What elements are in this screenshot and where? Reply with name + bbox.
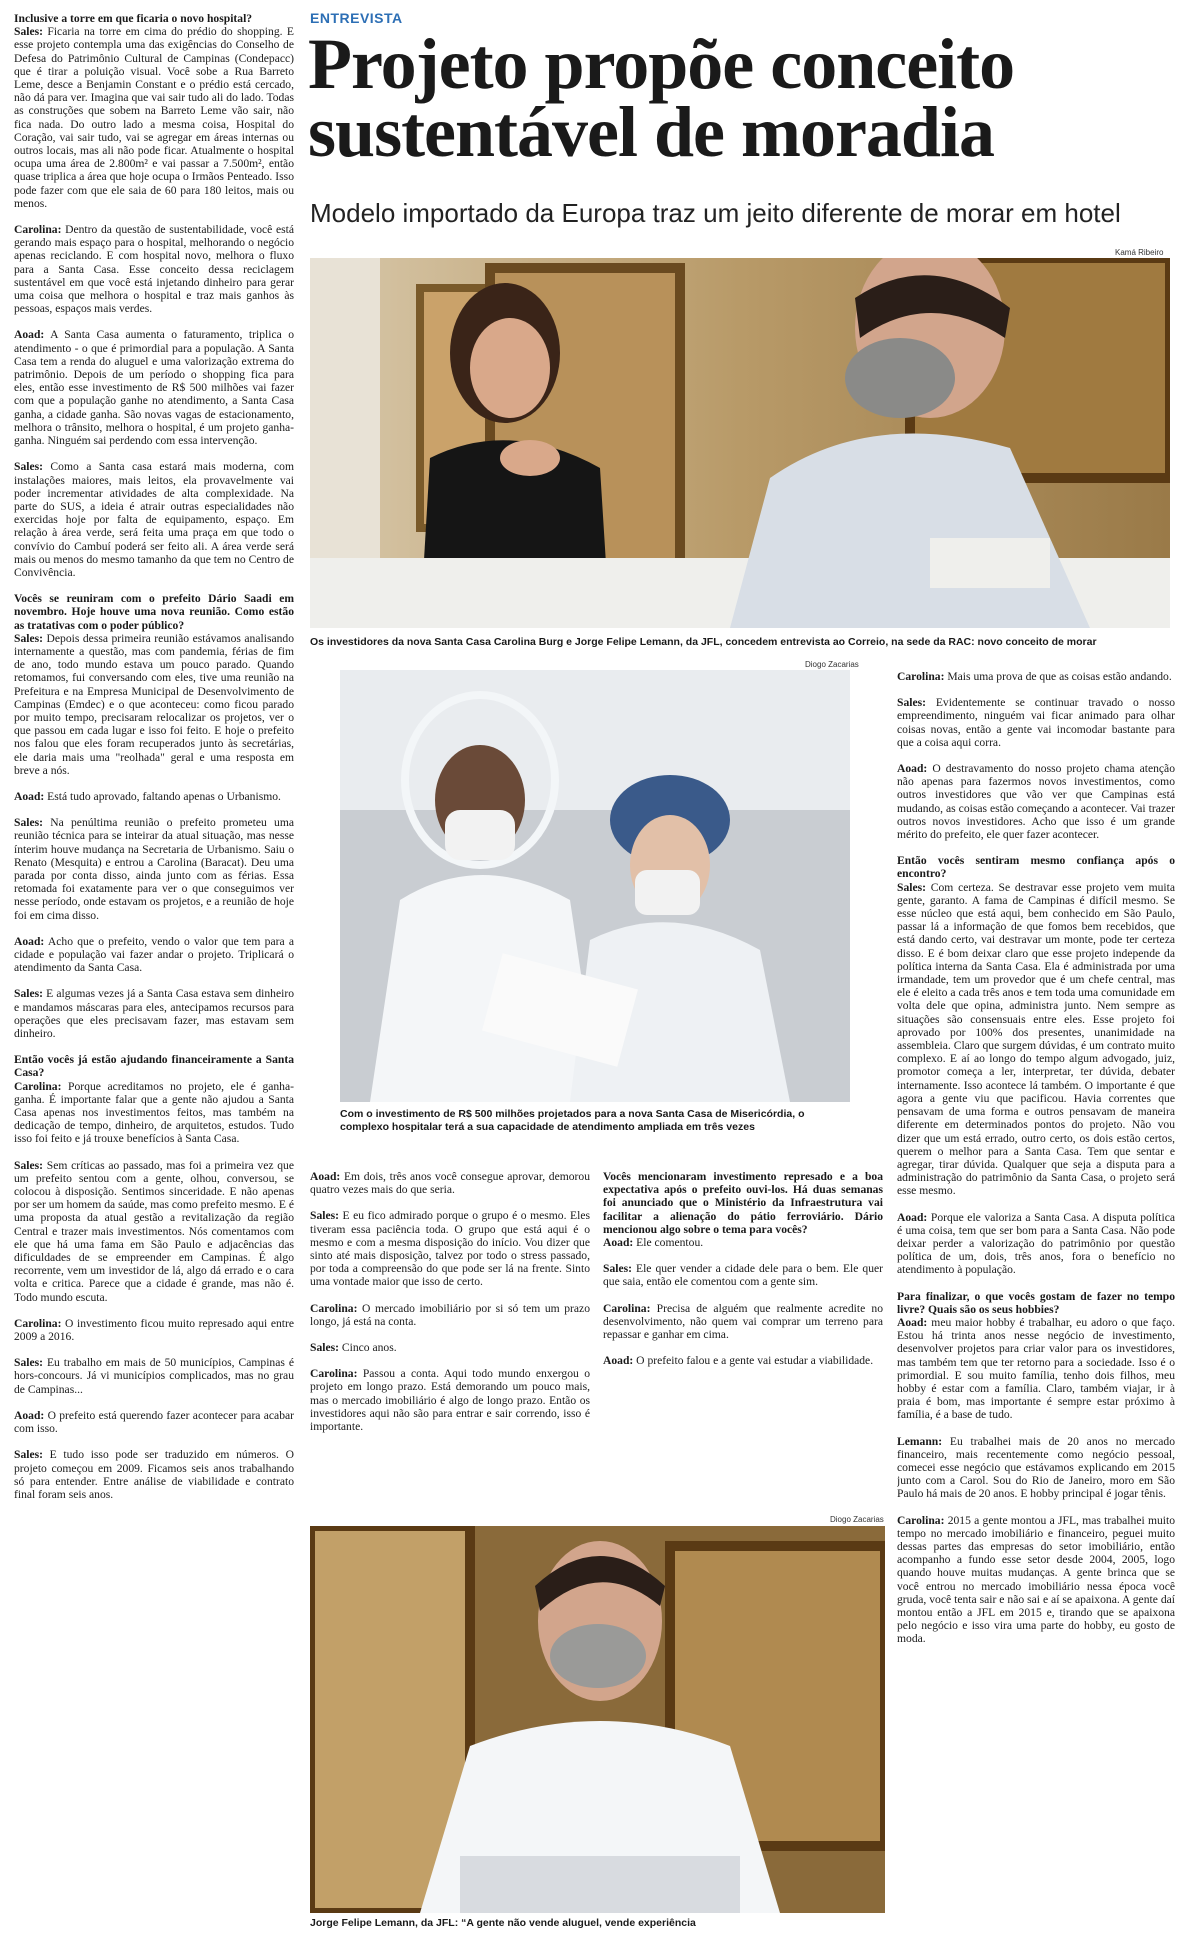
speaker-name: Sales:	[14, 816, 43, 830]
interview-answer	[14, 1356, 294, 1396]
answer-text: Mais uma prova de que as coisas estão andando.	[944, 670, 1172, 683]
interview-answer	[897, 1316, 1175, 1422]
answer-text: Está tudo aprovado, faltando apenas o Urbanismo.	[44, 789, 281, 803]
speaker-name: Carolina:	[14, 1316, 62, 1330]
speaker-name: Sales:	[897, 880, 926, 894]
interview-question: Para finalizar, o que vocês gostam de fazer no tempo livre? Quais são os seus hobbies?	[897, 1289, 1175, 1316]
speaker-name: Carolina:	[310, 1367, 358, 1381]
answer-text: E tudo isso pode ser traduzido em números. O projeto começou em 2009. Ficamos seis anos trabalhando só para entender. Entre análise de viabilidade e contrato final foram seis anos.	[14, 1448, 294, 1501]
speaker-name: Sales:	[603, 1262, 632, 1276]
interview-answer	[14, 1080, 294, 1146]
answer-text: E eu fico admirado porque o grupo é o mesmo. Eles tiveram essa paciência toda. O grupo que está aqui é o mesmo e com a mesma disposição do início. Vou dizer que sinto até mais disposição, talvez por todo o stress passado, por toda a compreensão do que pode ser lá na frente. Sinto uma vontade maior que isso de certo.	[310, 1209, 590, 1289]
answer-text: Ficaria na torre em cima do prédio do shopping. E esse projeto contempla uma das exigências do Conselho de Defesa do Patrimônio Cultural de Campinas (Condepacc) que é tirar a poluição visual. Você sobe a Rua Barreto Leme, desce a Benjamin Constant e o prédio está cercado, não dá para ver. Imagina que vai sair tudo ali do lado. Todas as construções que sobem na Barreto Leme vão sair, não fica nada. Do outro lado a mesma coisa, Hospital do Coração, vai sair tudo, vai se agregar em áreas internas ou outros locais, mas ali não pode ficar. Atualmente o hospital ocupa uma área de 2.800m² e vai passar a 7.500m², então quase triplica a área que hoje ocupa o Irmãos Penteado. Isso pode fazer com que ele saia de 60 para 180 leitos, mais ou menos.	[14, 25, 294, 210]
interview-answer	[14, 935, 294, 975]
interview-answer	[897, 1211, 1175, 1277]
portrait-photo	[310, 1526, 885, 1913]
speaker-name: Sales:	[14, 631, 43, 645]
speaker-name: Carolina:	[897, 670, 945, 683]
speaker-name: Aoad:	[310, 1170, 341, 1183]
interview-question: Vocês mencionaram investimento represado e a boa expectativa após o prefeito ouvi-los. Há duas semanas foi anunciado que o Ministério da Infraestrutura vai facilitar a alienação do pátio ferroviário. Dário mencionou algo sobre o tema para vocês?	[603, 1170, 883, 1236]
headline: Projeto propõe conceito sustentável de moradia	[308, 24, 1015, 172]
interview-question: Então vocês sentiram mesmo confiança após o encontro?	[897, 854, 1175, 881]
portrait-illustration	[310, 1526, 885, 1913]
health-photo	[340, 670, 850, 1102]
answer-text: Sem críticas ao passado, mas foi a primeira vez que um prefeito sentou com a gente, olhou, conversou, se colocou à disposição. Sentimos sinceridade. E não apenas por ser um homem da saúde, mas como prefeito mesmo. E é uma proposta da atual gestão a revitalização da região Central e trazer mais investimentos. Nós comentamos com ele que há uma fama em São Paulo e adjacências das dificuldades de se empreender em Campinas. É algo recorrente, vem um investidor de lá, algo dá errado e o cara volta e critica. Parece que a cidade é grande, mas não é. Todo mundo escuta.	[14, 1158, 294, 1304]
speaker-name: Aoad:	[14, 1408, 45, 1422]
interview-answer	[14, 1317, 294, 1343]
interview-answer	[14, 1159, 294, 1304]
speaker-name: Sales:	[14, 987, 43, 1001]
speaker-name: Aoad:	[14, 789, 45, 803]
answer-text: meu maior hobby é trabalhar, eu adoro o que faço. Estou há trinta anos nesse negócio de investimento, desenvolver projetos para criar valor para os investidores, mas também tem que ter retorno para a sociedade. Isso é o primordial. E sou muito família, tenho dois filhos, meu hobby é estar com a família. Claro, também viajar, ir à praia é bom, mas importante é sempre estar próximo à família, é a base de tudo.	[897, 1315, 1175, 1422]
interview-answer	[14, 790, 294, 803]
main-photo	[310, 258, 1170, 628]
speaker-name: Carolina:	[603, 1301, 651, 1315]
section-tag: ENTREVISTA	[310, 10, 403, 26]
interview-answer	[14, 328, 294, 447]
answer-text: O destravamento do nosso projeto chama atenção não apenas para fazermos novos investimentos, como outros investidores que vão ver que Campinas está mudando, as coisas estão começando a acontecer. Vai trazer outros novos investidores. Acho que isso é um grande mérito do prefeito, ele quer fazer acontecer.	[897, 762, 1175, 842]
interview-answer	[603, 1354, 883, 1367]
interview-photo-illustration	[310, 258, 1170, 628]
main-photo-caption: Os investidores da nova Santa Casa Carolina Burg e Jorge Felipe Lemann, da JFL, concedem entrevista ao Correio, na sede da RAC: novo conceito de morar	[310, 636, 1097, 648]
answer-text: O prefeito falou e a gente vai estudar a viabilidade.	[633, 1354, 874, 1368]
answer-text: Evidentemente se continuar travado o nosso empreendimento, ninguém vai ficar animado para olhar coisas novas, então a gente vai incomodar bastante para que a coisa aqui corra.	[897, 696, 1175, 749]
main-photo-credit: Kamá Ribeiro	[1115, 248, 1164, 257]
speaker-name: Sales:	[14, 1448, 43, 1462]
interview-answer	[310, 1302, 590, 1328]
speaker-name: Sales:	[897, 696, 926, 710]
speaker-name: Aoad:	[897, 1315, 928, 1329]
speaker-name: Aoad:	[603, 1236, 634, 1250]
interview-answer	[14, 1448, 294, 1501]
answer-text: O prefeito está querendo fazer acontecer para acabar com isso.	[14, 1408, 294, 1436]
speaker-name: Sales:	[14, 1356, 43, 1370]
interview-answer	[14, 632, 294, 777]
speaker-name: Sales:	[310, 1341, 339, 1355]
interview-answer	[14, 987, 294, 1040]
answer-text: Eu trabalhei mais de 20 anos no mercado financeiro, mais recentemente como negócio pessoal, comecei esse negócio que estávamos explicando em 2015 junto com a Carol. Sou do Rio de Janeiro, moro em São Paulo há mais de 20 anos. E hobby principal é jogar tênis.	[897, 1434, 1175, 1501]
interview-answer	[603, 1262, 883, 1288]
text-column-2	[310, 1170, 590, 1515]
answer-text: Cinco anos.	[338, 1341, 397, 1355]
speaker-name: Aoad:	[897, 762, 928, 776]
interview-answer	[603, 1302, 883, 1342]
answer-text: Ele comentou.	[633, 1236, 704, 1250]
interview-answer	[897, 881, 1175, 1198]
answer-text: Depois dessa primeira reunião estávamos analisando internamente a questão, mas com pandemia, férias de fim de ano, todo mundo estava um pouco parado. Quando retomamos, fui conversando com eles, tive uma reunião na Prefeitura e na Empresa Municipal de Desenvolvimento de Campinas (Emdec) e o que aconteceu: como ficou parado por muito tempo, precisaram relocalizar os projetos, ver o que passou em cada lugar e isso foi feito. E hoje o prefeito nos falou que eles foram recuperados junto às secretárias, ele daria mais uma "reolhada" geral e uma resposta em breve a nós.	[14, 631, 294, 777]
answer-text: A Santa Casa aumenta o faturamento, triplica o atendimento - o que é primordial para a população. A Santa Casa tem a renda do aluguel e uma valorização extrema do patrimônio. Depois de um período o shopping fica para eles, então esse investimento de R$ 500 milhões vai fazer com que a população ganhe no atendimento, a Santa Casa ganha, a cidade ganha. São novas vagas de estacionamento, melhora o trânsito, melhora o hospital, é um projeto ganha-ganha. Ninguém sai perdendo com essa intervenção.	[14, 328, 294, 448]
interview-answer	[310, 1341, 590, 1354]
health-photo-caption: Com o investimento de R$ 500 milhões projetados para a nova Santa Casa de Misericórdia, o complexo hospitalar terá a sua capacidade de atendimento ampliada em três vezes	[340, 1108, 805, 1133]
speaker-name: Aoad:	[603, 1354, 634, 1368]
text-column-3	[603, 1170, 883, 1515]
speaker-name: Lemann:	[897, 1434, 943, 1448]
speaker-name: Sales:	[14, 460, 43, 474]
subheadline: Modelo importado da Europa traz um jeito diferente de morar em hotel	[310, 198, 1121, 228]
speaker-name: Aoad:	[14, 328, 45, 342]
speaker-name: Sales:	[14, 1158, 43, 1172]
speaker-name: Carolina:	[310, 1301, 358, 1315]
health-photo-credit: Diogo Zacarias	[805, 660, 859, 669]
text-column-1	[14, 12, 294, 1930]
answer-text: Em dois, três anos você consegue aprovar, demorou quatro vezes mais do que seria.	[310, 1170, 590, 1197]
interview-answer	[14, 460, 294, 579]
answer-text: Precisa de alguém que realmente acredite no desenvolvimento, não quem vai comprar um terreno para repassar e ganhar em cima.	[603, 1301, 883, 1342]
health-workers-illustration	[340, 670, 850, 1102]
answer-text: Eu trabalho em mais de 50 municípios, Campinas é hors-concours. Já vi municípios complicados, mas no grau de Campinas...	[14, 1356, 294, 1396]
interview-answer	[310, 1209, 590, 1288]
answer-text: Na penúltima reunião o prefeito prometeu uma reunião técnica para se inteirar da atual situação, mas nesse ínterim houve mudança na Secretaria de Urbanismo. Saiu o Renato (Mesquita) e entrou a Carolina (Baracat). Deu uma parada por conta disso, ainda junto com as férias. Essa retomada foi exatamente para ver o que conseguimos ver nesse período, onde estavam os projetos, e a reunião de hoje foi em cima disso.	[14, 816, 294, 922]
answer-text: Acho que o prefeito, vendo o valor que tem para a cidade e população vai fazer andar o projeto. Triplicará o atendimento da Santa Casa.	[14, 934, 294, 975]
interview-answer	[14, 25, 294, 210]
interview-answer	[897, 1514, 1175, 1646]
answer-text: E algumas vezes já a Santa Casa estava sem dinheiro e mandamos máscaras para eles, antecipamos recursos para operações que eles precisavam fazer, mas estavam sem dinheiro.	[14, 987, 294, 1041]
answer-text: Dentro da questão de sustentabilidade, você está gerando mais espaço para o hospital, melhorando o negócio apenas reciclando. E com hospital novo, melhora o fluxo para a Santa Casa. Esse conceito dessa reciclagem sustentável em que você está injetando dinheiro para gerar uma coisa que melhora o hospital e traz mais ganhos às pessoas, espaços mais verdes.	[14, 223, 294, 316]
interview-answer	[310, 1367, 590, 1433]
speaker-name: Carolina:	[897, 1513, 945, 1527]
speaker-name: Aoad:	[897, 1210, 928, 1224]
speaker-name: Sales:	[14, 25, 43, 39]
interview-answer	[14, 1409, 294, 1435]
speaker-name: Carolina:	[14, 223, 62, 237]
interview-question: Inclusive a torre em que ficaria o novo hospital?	[14, 12, 253, 25]
answer-text: O investimento ficou muito represado aqui entre 2009 a 2016.	[14, 1316, 294, 1344]
speaker-name: Sales:	[310, 1209, 339, 1223]
answer-text: Porque acreditamos no projeto, ele é ganha-ganha. É importante falar que a gente não ajudou a Santa Casa apenas nos investimentos feitos, mas também na dedicação de tempo, dinheiro, de arquitetos, estudos. Tudo isso foi feito e já trouxe benefícios à Santa Casa.	[14, 1079, 294, 1146]
answer-text: Como a Santa casa estará mais moderna, com instalações maiores, mais leitos, ela provavelmente vai poder incrementar atividades de alta complexidade. Na parte do SUS, a ideia é atrair outras especialidades não exercidas hoje por falta de equipamento, espaço. Em relação à área verde, será feita uma praça em que todo o convívio do Cambuí poderá ser feito ali. A área verde será mais ou menos do mesmo tamanho da que tem no Centro de Convivência.	[14, 460, 294, 579]
portrait-photo-caption: Jorge Felipe Lemann, da JFL: “A gente não vende aluguel, vende experiência	[310, 1917, 696, 1929]
text-column-4	[897, 670, 1175, 1930]
answer-text: 2015 a gente montou a JFL, mas trabalhei muito tempo no mercado imobiliário e financeiro, peguei muito dessas partes das empresas do setor imobiliário, então acompanho a fundo esse setor desde 2004, 2005, logo quando houve muitas mudanças. A gente brinca que se você entrou no mercado imobiliário nessa época você gruda, você tenta sair e não sai e aí se apaixona. A gente daí montou então a JFL em 2015 e, tirando que se apaixona pelo negócio e isso vira uma parte do hobby, eu gosto de moda.	[897, 1513, 1175, 1646]
interview-answer	[897, 670, 1175, 683]
interview-answer	[310, 1170, 590, 1196]
answer-text: Porque ele valoriza a Santa Casa. A disputa política é uma coisa, tem que ser bom para a Santa Casa. Não pode deixar perder a valorização do patrimônio por questão política de um, dois, três anos, fora o benefício no atendimento à população.	[897, 1210, 1175, 1277]
portrait-photo-credit: Diogo Zacarias	[830, 1515, 884, 1524]
interview-answer	[14, 223, 294, 315]
interview-question: Vocês se reuniram com o prefeito Dário Saadi em novembro. Hoje houve uma nova reunião. Como estão as tratativas com o poder público?	[14, 592, 294, 632]
answer-text: Ele quer vender a cidade dele para o bem. Ele quer que saia, então ele comentou com a gente sim.	[603, 1262, 883, 1289]
speaker-name: Carolina:	[14, 1079, 62, 1093]
interview-question: Então vocês já estão ajudando financeiramente a Santa Casa?	[14, 1053, 294, 1080]
interview-answer	[897, 1435, 1175, 1501]
interview-answer	[14, 816, 294, 922]
interview-answer	[897, 762, 1175, 841]
answer-text: O mercado imobiliário por si só tem um prazo longo, já está na conta.	[310, 1301, 590, 1328]
speaker-name: Aoad:	[14, 934, 45, 948]
answer-text: Passou a conta. Aqui todo mundo enxergou o projeto em longo prazo. Está demorando um pouco mais, mas o mercado imobiliário é algo de longo prazo. Então os investidores aqui não são para entrar e sair correndo, isso é importante.	[310, 1367, 590, 1434]
interview-answer	[897, 696, 1175, 749]
answer-text: Com certeza. Se destravar esse projeto vem muita gente, garanto. A fama de Campinas é difícil mesmo. Se esse núcleo que está aqui, bem conhecido em São Paulo, passar lá a informação de que fomos bem recebidos, que está dando certo, vai destravar um monte, pode ter certeza disso. E é bom deixar claro que esse projeto independe da política interna da Santa Casa. Ela é administrada por uma irmandade, tem um provedor que é um chefe central, mas ele é eleito a cada três anos e tem toda uma comunidade em volta dele que opina, administra junto. Nem sempre as situações são consensuais entre eles. Esse projeto foi aprovado por 100% dos presentes, unanimidade na assembleia. Claro que surgem dúvidas, é um contrato muito complexo. E aí ao longo do tempo algum advogado, juiz, promotor começa a ler, interpretar, ter dúvida, debater internamente. Isso acontece lá também. O importante é que agora a gente viu que pacificou. Havia correntes que pensavam de uma forma e outros pensavam de maneira diferente em determinados pontos do projeto. Não vou dizer que um está errado, outro certo, os dois estão certos, querem o melhor para a Santa Casa. Tem que sentar e agregar, tirar dúvida. Qualquer que seja a disputa para a administração do patrimônio da Santa Casa, o projeto será esse mesmo.	[897, 880, 1175, 1198]
interview-answer	[603, 1236, 883, 1249]
